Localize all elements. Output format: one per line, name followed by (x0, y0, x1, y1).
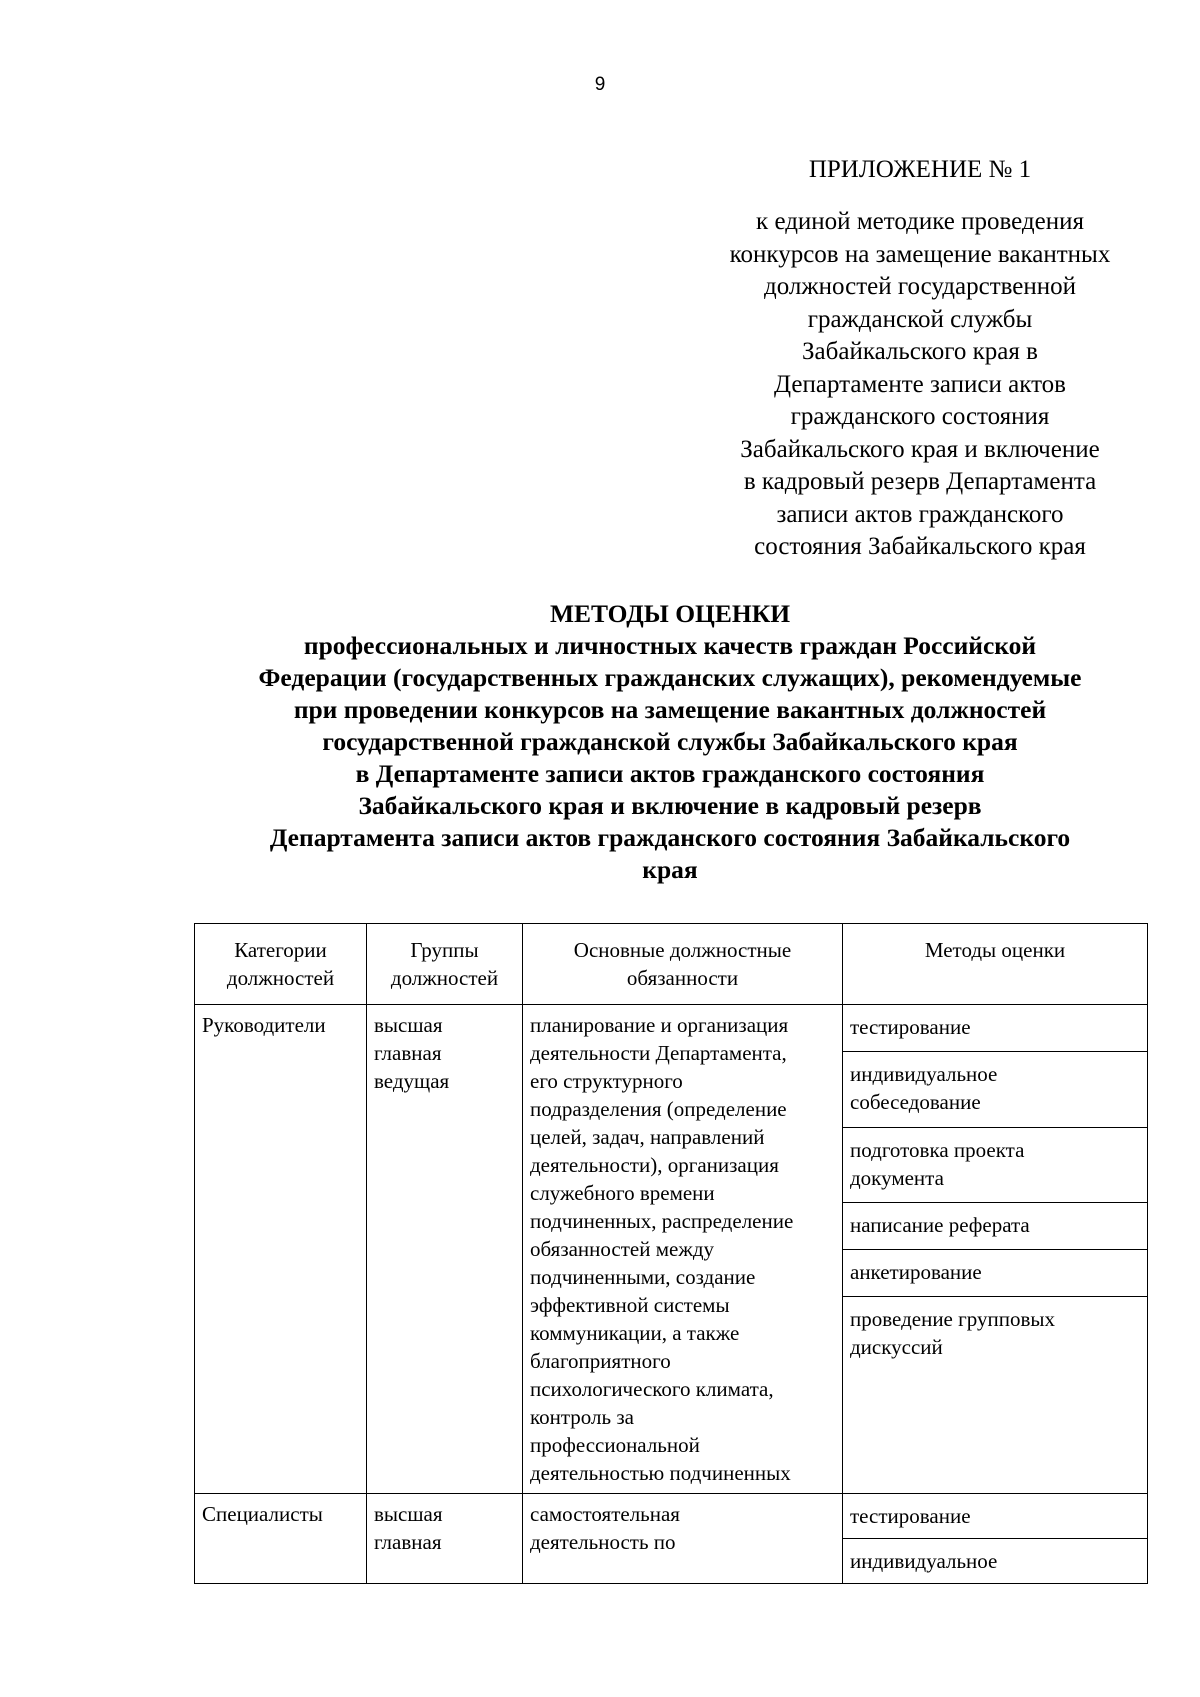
groups-cell: высшая главная ведущая (367, 1005, 523, 1494)
title-line: государственной гражданской службы Забайкальского края (322, 727, 1018, 756)
appendix-line: записи актов гражданского (776, 500, 1064, 528)
appendix-line: состояния Забайкальского края (754, 533, 1086, 560)
appendix-line: Забайкальского края и включение (740, 435, 1100, 463)
appendix-line: в кадровый резерв Департамента (743, 468, 1097, 495)
title-line: Федерации (государственных гражданских служащих), рекомендуемые (258, 663, 1082, 692)
method-cell: тестирование (843, 1005, 1148, 1052)
appendix-line: Забайкальского края в (802, 338, 1038, 365)
table-header-row (195, 924, 1148, 1005)
assessment-methods-table (194, 923, 1148, 1584)
appendix-line: Департаменте записи актов (774, 370, 1066, 398)
category-cell: Руководители (195, 1005, 367, 1494)
groups-cell: высшая главная (367, 1494, 523, 1584)
title-line: профессиональных и личностных качеств граждан Российской (303, 631, 1037, 660)
appendix-line: гражданской службы (807, 305, 1033, 333)
header-duties: Основные должностные обязанности (523, 924, 843, 1005)
document-title (100, 598, 1200, 886)
method-cell: тестирование (843, 1494, 1148, 1539)
title-line: края (642, 855, 698, 884)
title-line: Департамента записи актов гражданского состояния Забайкальского (269, 823, 1071, 852)
header-methods: Методы оценки (843, 924, 1148, 1005)
category-cell: Специалисты (195, 1494, 367, 1584)
duties-cell: самостоятельная деятельность по (523, 1494, 843, 1584)
appendix-line: конкурсов на замещение вакантных (729, 240, 1111, 268)
appendix-subtitle (700, 206, 1140, 564)
header-categories: Категории должностей (195, 924, 367, 1005)
appendix-line: к единой методике проведения (756, 208, 1084, 235)
title-line: в Департаменте записи актов гражданского состояния (355, 759, 985, 788)
table-row (195, 1005, 1148, 1052)
method-cell: индивидуальное (843, 1539, 1148, 1584)
header-groups: Группы должностей (367, 924, 523, 1005)
appendix-line: должностей государственной (763, 273, 1077, 300)
appendix-line: гражданского состояния (790, 403, 1050, 430)
duties-cell: планирование и организация деятельности Департамента, его структурного подразделения (определение целей, задач, направлений деятельности), организация служебного времени подчиненных, распределение обязанностей между подчиненными, создание эффективной системы коммуникации, а также благоприятного психологического климата, контроль за профессиональной деятельностью подчиненных (523, 1005, 843, 1494)
method-cell: написание реферата (843, 1203, 1148, 1250)
title-line: Забайкальского края и включение в кадровый резерв (358, 791, 982, 820)
method-cell: проведение групповых дискуссий (843, 1297, 1148, 1494)
title-line: при проведении конкурсов на замещение вакантных должностей (293, 695, 1047, 724)
method-cell: анкетирование (843, 1250, 1148, 1297)
title-line: МЕТОДЫ ОЦЕНКИ (549, 599, 791, 628)
appendix-title: ПРИЛОЖЕНИЕ № 1 (808, 156, 1032, 183)
table-row (195, 1494, 1148, 1539)
method-cell: индивидуальное собеседование (843, 1051, 1148, 1127)
page-number: 9 (594, 74, 606, 95)
method-cell: подготовка проекта документа (843, 1127, 1148, 1203)
